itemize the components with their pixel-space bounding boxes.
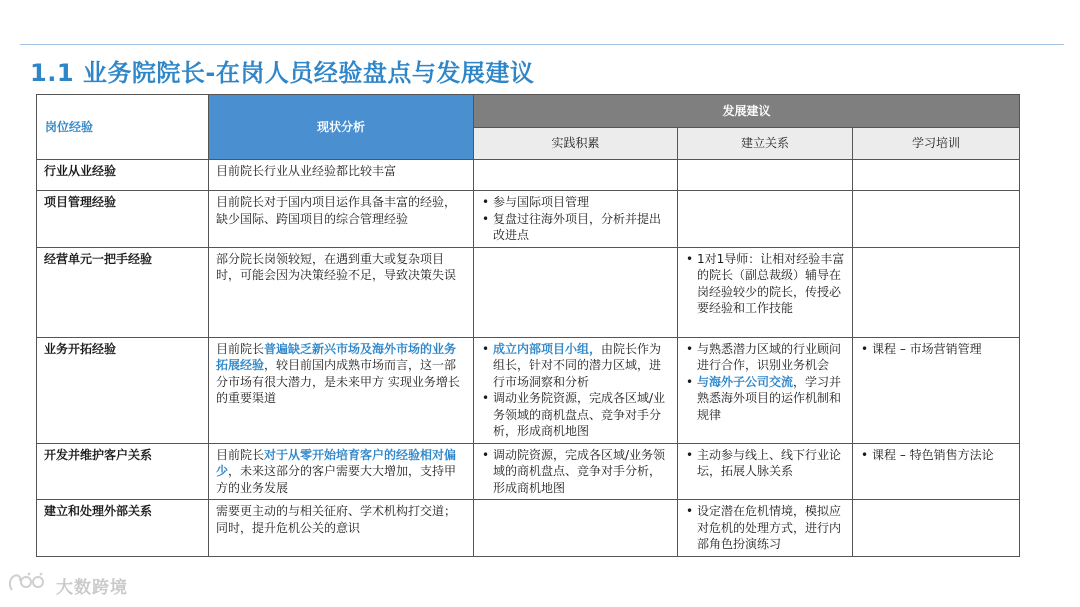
analysis-cell: [209, 443, 474, 500]
row-label: 项目管理经验: [37, 191, 209, 248]
relations-cell: [678, 500, 853, 557]
training-cell: [853, 160, 1020, 191]
bullet-list: [860, 447, 1012, 464]
analysis-cell: [209, 337, 474, 443]
bullet-item: [493, 341, 670, 391]
bullet-item: [493, 447, 670, 497]
highlight-text: 与海外子公司交流: [697, 374, 794, 389]
experience-table: [36, 94, 1020, 557]
analysis-cell: [209, 191, 474, 248]
practice-cell: [474, 160, 678, 191]
analysis-cell: [209, 500, 474, 557]
table-row: [37, 160, 1020, 191]
bullet-list: [685, 251, 845, 317]
text-segment: 目前院长行业从业经验都比较丰富: [216, 164, 397, 178]
text-segment: 目前院长对于国内项目运作具备丰富的经验，缺少国际、跨国项目的综合管理经验: [216, 195, 457, 226]
brand-logo-icon: [8, 572, 52, 598]
text-segment: 主动参与线上、线下行业论坛，拓展人脉关系: [697, 447, 842, 478]
bullet-list: [860, 341, 1012, 358]
bullet-item: [697, 374, 845, 424]
text-segment: 课程 – 市场营销管理: [872, 341, 982, 356]
relations-cell: [678, 337, 853, 443]
row-label: 行业从业经验: [37, 160, 209, 191]
bullet-item: [697, 251, 845, 317]
page-title: 1.1 业务院院长-在岗人员经验盘点与发展建议: [30, 59, 535, 87]
relations-cell: [678, 191, 853, 248]
text-segment: 部分院长岗领较短，在遇到重大或复杂项目时，可能会因为决策经验不足，导致决策失误: [216, 251, 457, 282]
text-segment: 设定潜在危机情境，模拟应对危机的处理方式，进行内部角色扮演练习: [697, 504, 842, 551]
text-segment: 课程 – 特色销售方法论: [872, 447, 994, 462]
bullet-item: [697, 341, 845, 374]
text-segment: 1对1导师：让相对经验丰富的院长（副总裁级）辅导在岗经验较少的院长，传授必要经验和工作技能: [697, 251, 845, 315]
bullet-list: [481, 194, 670, 244]
analysis-cell: [209, 160, 474, 191]
bullet-list: [481, 341, 670, 440]
watermark-text: 大数跨境: [56, 577, 128, 598]
training-cell: [853, 500, 1020, 557]
text-segment: 需要更主动的与相关征府、学术机构打交道；同时，提升危机公关的意识: [216, 504, 457, 535]
header-row: [37, 95, 1020, 128]
practice-cell: [474, 337, 678, 443]
bullet-item: [697, 447, 845, 480]
training-cell: [853, 443, 1020, 500]
text-segment: 目前院长: [216, 447, 265, 462]
bullet-list: [481, 447, 670, 497]
highlight-text: 成立内部项目小组，: [493, 341, 602, 356]
text-segment: ，较目前国内成熟市场而言，这一部分市场有很大潜力，是未来甲方 实现业务增长的重要渠道: [216, 358, 460, 405]
table-row: [37, 337, 1020, 443]
subheader-relations: 建立关系: [678, 128, 853, 160]
training-cell: [853, 247, 1020, 337]
analysis-cell: [209, 247, 474, 337]
bullet-list: [685, 503, 845, 553]
relations-cell: [678, 443, 853, 500]
row-label: 业务开拓经验: [37, 337, 209, 443]
watermark: [8, 573, 128, 597]
bullet-item: [697, 503, 845, 553]
header-analysis: 现状分析: [209, 95, 474, 160]
bullet-list: [685, 447, 845, 480]
relations-cell: [678, 247, 853, 337]
practice-cell: [474, 191, 678, 248]
header-suggestions: 发展建议: [474, 95, 1020, 128]
text-segment: 参与国际项目管理: [493, 195, 590, 209]
text-segment: 复盘过往海外项目，分析并提出改进点: [493, 211, 662, 242]
training-cell: [853, 191, 1020, 248]
header-position: 岗位经验: [37, 95, 209, 160]
text-segment: 调动院资源，完成各区域/业务领域的商机盘点、竞争对手分析，形成商机地图: [493, 447, 666, 495]
row-label: 建立和处理外部关系: [37, 500, 209, 557]
subheader-training: 学习培训: [853, 128, 1020, 160]
row-label: 经营单元一把手经验: [37, 247, 209, 337]
bullet-item: [872, 341, 1012, 358]
top-divider: [20, 44, 1064, 45]
text-segment: 调动业务院资源，完成各区域/业务领域的商机盘点、竞争对手分析，形成商机地图: [493, 391, 666, 438]
bullet-item: [493, 194, 670, 211]
highlight-text: 对于从零开始培育客户的经验相对偏少: [216, 447, 457, 478]
row-label: 开发并维护客户关系: [37, 443, 209, 500]
text-segment: ，未来这部分的客户需要大大增加，支持甲方的业务发展: [216, 464, 457, 495]
relations-cell: [678, 160, 853, 191]
practice-cell: [474, 247, 678, 337]
subheader-practice: 实践积累: [474, 128, 678, 160]
text-segment: ，学习并熟悉海外项目的运作机制和规律: [697, 374, 842, 422]
table-row: [37, 443, 1020, 500]
practice-cell: [474, 500, 678, 557]
text-segment: 由院长作为组长，针对不同的潜力区域，进行市场洞察和分析: [493, 341, 662, 389]
practice-cell: [474, 443, 678, 500]
text-segment: 目前院长: [216, 341, 265, 356]
table-row: [37, 500, 1020, 557]
text-segment: 与熟悉潜力区域的行业顾问进行合作，识别业务机会: [697, 341, 842, 372]
table-row: [37, 191, 1020, 248]
bullet-item: [493, 211, 670, 244]
training-cell: [853, 337, 1020, 443]
bullet-item: [493, 390, 670, 440]
bullet-list: [685, 341, 845, 424]
bullet-item: [872, 447, 1012, 464]
table-row: [37, 247, 1020, 337]
highlight-text: 普遍缺乏新兴市场及海外市场的业务拓展经验: [216, 341, 457, 372]
